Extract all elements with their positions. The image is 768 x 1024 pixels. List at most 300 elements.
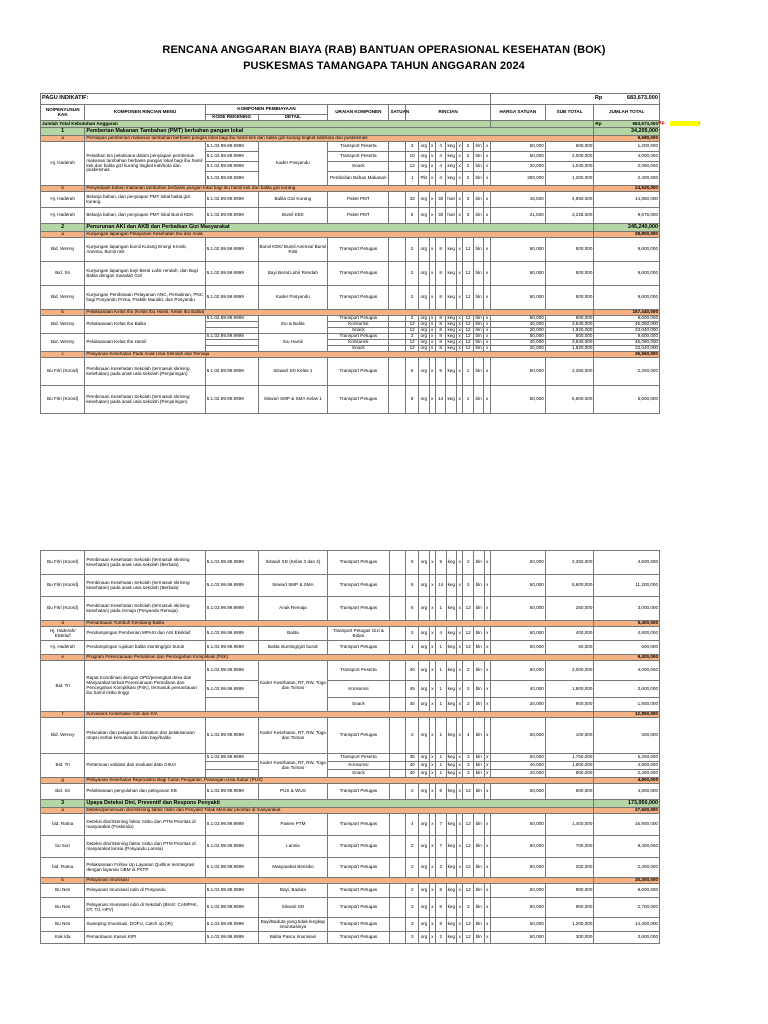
- penyusun-kak: Bid. Wenny: [41, 316, 85, 334]
- rincian-times: x: [456, 340, 462, 346]
- jumlah-total: 2,250,000: [594, 358, 660, 386]
- sub-total: 5,600,000: [545, 575, 594, 597]
- rincian-times: x: [456, 162, 462, 172]
- rincian-menu: Kunjungan Pembinaan Pelayanan ANC, Persalinan, PNC bagi Posyandu Prima, Praktik Mandiri, dan Posyandu: [85, 286, 205, 310]
- rincian-times: x: [457, 641, 463, 655]
- rincian-unit-1: org: [419, 784, 430, 800]
- pagu-rp: Rp: [594, 95, 603, 102]
- rincian-times: x: [484, 784, 490, 800]
- harga-satuan: 16,500: [490, 192, 545, 208]
- subsection-title: Pelayanan Kesehatan Pada Anak Usia Sekolah dan Remaja: [85, 352, 594, 358]
- jumlah-total: 9,600,000: [594, 238, 660, 262]
- jumlah-total: 3,000,000: [594, 597, 660, 621]
- rincian-qty-1: 1: [406, 172, 419, 186]
- rincian-times: x: [484, 346, 491, 352]
- sub-total: 2,000,000: [545, 661, 594, 681]
- rincian-unit-2: keg: [446, 358, 457, 386]
- rincian-menu: Pembinaan Kesehatan Sekolah (termasuk skrining kesehatan) pada anak usia sekolah (Berkala): [85, 551, 205, 575]
- sub-total: 250,000: [545, 597, 594, 621]
- pagu-row: [41, 94, 660, 105]
- rincian-qty-2: 8: [435, 328, 446, 334]
- rincian-unit-3: bln: [474, 627, 485, 641]
- col-header-komponen: KOMPONEN RINCIAN MENU: [85, 105, 205, 121]
- kode-rekening: 5.1.02.99.99.9999: [205, 661, 258, 681]
- rincian-times: x: [484, 316, 491, 322]
- rincian-qty-3: 12: [463, 262, 474, 286]
- rincian-unit-1: org: [419, 770, 430, 778]
- jumlah-total: 9,600,000: [594, 884, 660, 898]
- jumlah-total: 46,080,000: [594, 322, 660, 328]
- rincian-times: x: [484, 208, 491, 224]
- detail-komponen: Balita Pasca Imunisasi: [258, 932, 328, 944]
- detail-komponen: PUS & WUS: [258, 784, 328, 800]
- rincian-times: x: [484, 162, 491, 172]
- rincian-times: x: [484, 698, 490, 712]
- rincian-times: x: [429, 884, 435, 898]
- rincian-qty-1: 2: [406, 262, 419, 286]
- uraian-komponen: Transport Petugas: [328, 784, 389, 800]
- rincian-unit-2: keg: [446, 142, 457, 152]
- rincian-unit-3: bln: [474, 718, 485, 754]
- subsection-title: Deteksi/penemuan dini/skrining faktor risiko dan Penyakit Tidak Menular prioritas di masyarakat: [85, 808, 594, 814]
- subsection-title: Penyediaan bahan makanan tambahan berbasis pangan lokal bagi ibu hamil kek dan balita gizi kurang: [85, 186, 594, 192]
- rincian-unit-3: bln: [474, 814, 485, 836]
- detail-komponen: Bayi Berat Lahir Rendah: [258, 262, 328, 286]
- table-row: [41, 661, 660, 681]
- rincian-qty-3: 3: [463, 754, 474, 762]
- sub-total: 800,000: [545, 286, 594, 310]
- satuan: [389, 718, 406, 754]
- rincian-qty-3: 12: [463, 858, 474, 878]
- rincian-times: x: [429, 328, 435, 334]
- pagu-label: PAGU INDIKATIF:: [41, 94, 491, 105]
- harga-satuan: 50,000: [490, 918, 545, 932]
- rincian-qty-3: 12: [463, 328, 474, 334]
- subsection-total: 9,400,000: [594, 655, 660, 661]
- detail-komponen: Siswa/I SD Kelas 1: [258, 358, 328, 386]
- rincian-qty-2: 1: [436, 718, 447, 754]
- satuan: [389, 142, 406, 152]
- sub-total: 1,750,000: [545, 754, 594, 762]
- rincian-times: x: [429, 162, 435, 172]
- jumlah-total: 4,000,000: [594, 661, 660, 681]
- penyusun-kak: Kak Ida: [41, 932, 85, 944]
- kode-rekening: 5.1.02.99.99.9999: [205, 754, 258, 762]
- subsection-title: Pelayanan Kesehatan Reproduksi Bagi Calon Pengantin, Pasangan Usia Subur (PUS): [85, 778, 594, 784]
- rincian-qty-3: 3: [463, 770, 474, 778]
- harga-satuan: 40,000: [490, 340, 545, 346]
- rincian-unit-1: org: [420, 333, 428, 339]
- rincian-qty-2: 8: [435, 286, 446, 310]
- detail-komponen: Ibu Hamil: [258, 334, 328, 352]
- rincian-unit-2: keg: [446, 238, 457, 262]
- rincian-unit-3: bln: [474, 551, 485, 575]
- rincian-qty-2: 1: [436, 762, 447, 770]
- rincian-unit-1: org: [419, 698, 430, 712]
- rincian-times: x: [456, 286, 462, 310]
- rincian-times: x: [484, 661, 490, 681]
- section-title: Upaya Deteksi Dini, Preventif dan Respons Penyakit: [85, 800, 594, 808]
- rincian-times: x: [429, 322, 435, 328]
- subsection-total: 28,800,000: [594, 232, 660, 238]
- rincian-times: x: [429, 661, 435, 681]
- rincian-unit-2: hari: [446, 192, 457, 208]
- rincian-qty-1: 2: [406, 858, 419, 878]
- rincian-times: x: [484, 192, 491, 208]
- rincian-unit-3: bln: [473, 238, 484, 262]
- rincian-unit-2: keg: [447, 315, 455, 321]
- uraian-komponen: Transport Petugas: [328, 884, 389, 898]
- rincian-times: x: [429, 262, 435, 286]
- table-row: [41, 784, 660, 800]
- rincian-unit-2: keg: [446, 932, 457, 944]
- harga-satuan: 20,000: [490, 698, 545, 712]
- subsection-total: 9,680,000: [594, 136, 660, 142]
- subsection-letter: d: [41, 621, 85, 627]
- satuan: [389, 286, 406, 310]
- rincian-qty-1: 2: [406, 718, 419, 754]
- detail-komponen: Ibu & Balita: [258, 316, 328, 334]
- uraian-komponen: Transport Petugas Gizi & Bidan: [328, 627, 389, 641]
- uraian-komponen: Transport Petugas: [328, 334, 389, 340]
- rincian-qty-2: 8: [435, 238, 446, 262]
- rincian-times: x: [429, 172, 435, 186]
- rincian-qty-3: 12: [463, 316, 474, 322]
- satuan: [389, 884, 406, 898]
- col-header-jumlah: JUMLAH TOTAL: [594, 105, 660, 121]
- uraian-komponen: Transport Peserta: [328, 152, 389, 162]
- rincian-unit-3: bln: [473, 316, 484, 322]
- sub-total: 4,950,000: [545, 192, 594, 208]
- rincian-times: x: [429, 718, 435, 754]
- detail-komponen: Pasien PTM: [258, 814, 328, 836]
- budget-table-lower: [40, 550, 660, 944]
- harga-satuan: 50,000: [490, 836, 545, 858]
- rincian-unit-3: bln: [474, 762, 485, 770]
- rincian-times: x: [457, 718, 463, 754]
- rincian-times: x: [456, 142, 462, 152]
- jumlah-total: 400,000: [594, 718, 660, 754]
- section-total: 173,950,000: [594, 800, 660, 808]
- sub-total: 2,250,000: [545, 358, 594, 386]
- kode-rekening: 5.1.02.99.99.9999: [205, 898, 258, 918]
- rincian-times: x: [429, 918, 435, 932]
- sub-total: 1,400,000: [545, 814, 594, 836]
- jumlah-total: 4,800,000: [594, 784, 660, 800]
- detail-komponen: Siswa/I SD: [258, 898, 328, 918]
- rincian-qty-3: 12: [463, 346, 474, 352]
- document-title: RENCANA ANGGARAN BIAYA (RAB) BANTUAN OPERASIONAL KESEHATAN (BOK): [162, 44, 606, 56]
- rincian-unit-3: bln: [473, 152, 484, 162]
- rincian-times: x: [484, 898, 490, 918]
- table-row: [41, 238, 660, 262]
- jumlah-total: 2,400,000: [594, 858, 660, 878]
- rincian-unit-3: bln: [473, 386, 484, 414]
- subsection-title: Kunjungan lapangan Pelayanan Kesehatan Ibu dan Anak: [85, 232, 594, 238]
- rincian-qty-1: 13: [406, 162, 419, 172]
- sub-total: 800,000: [545, 316, 594, 322]
- rincian-times: x: [457, 575, 463, 597]
- rincian-unit-2: keg: [446, 836, 457, 858]
- rincian-qty-1: 33: [406, 192, 419, 208]
- table-row: [41, 627, 660, 641]
- rincian-qty-1: 40: [406, 661, 419, 681]
- rincian-unit-1: org: [419, 836, 430, 858]
- uraian-komponen: Transport Petugas: [328, 836, 389, 858]
- kode-rekening: 5.1.02.99.99.9999: [205, 551, 258, 575]
- rincian-qty-1: 5: [406, 208, 419, 224]
- table-row: [41, 754, 660, 762]
- sub-total: 1,600,000: [545, 762, 594, 770]
- rincian-qty-3: 1: [463, 358, 474, 386]
- kode-rekening: 5.1.02.99.99.9999: [205, 597, 258, 621]
- rincian-unit-3: bln: [474, 836, 485, 858]
- kode-rekening: 5.1.02.99.99.9999: [205, 152, 258, 162]
- rincian-unit-3: bln: [473, 328, 484, 334]
- rincian-times: x: [456, 322, 462, 328]
- rincian-unit-2: keg: [446, 698, 457, 712]
- rincian-menu: Belanja bahan, dan penyiapan PMT lokal Bumil KEK: [85, 208, 205, 224]
- satuan: [389, 754, 406, 762]
- rincian-times: x: [484, 358, 491, 386]
- uraian-komponen: Transport Petugas: [328, 858, 389, 878]
- detail-komponen: Siswa/I SMP & SMA: [258, 575, 328, 597]
- rincian-times: x: [484, 641, 490, 655]
- rincian-times: x: [429, 286, 435, 310]
- uraian-komponen: Transport Peserta: [328, 142, 389, 152]
- penyusun-kak: Bid. Wenny: [41, 286, 85, 310]
- rincian-menu: Pembinaan Kesehatan Sekolah (termasuk skrining kesehatan) pada anak usia sekolah (Penjaringan): [85, 386, 205, 414]
- satuan: [389, 575, 406, 597]
- sub-total: 800,000: [545, 238, 594, 262]
- rincian-times: x: [457, 784, 463, 800]
- satuan: [389, 152, 406, 162]
- rincian-times: x: [429, 346, 435, 352]
- kode-rekening: 5.1.02.99.99.9999: [205, 286, 258, 310]
- sub-total: 1,920,000: [545, 346, 594, 352]
- rincian-times: x: [456, 328, 462, 334]
- jumlah-total: 9,600,000: [594, 334, 660, 340]
- rincian-times: x: [457, 932, 463, 944]
- subsection-letter: f: [41, 712, 85, 718]
- rincian-qty-2: 1: [436, 661, 447, 681]
- rincian-qty-3: 12: [463, 340, 474, 346]
- rincian-qty-2: 9: [436, 551, 447, 575]
- rincian-times: x: [429, 597, 435, 621]
- rincian-qty-1: 5: [406, 358, 419, 386]
- rincian-unit-3: bln: [473, 286, 484, 310]
- col-header-harga: HARGA SATUAN: [490, 105, 545, 121]
- satuan: [389, 627, 406, 641]
- kode-rekening: 5.1.02.99.99.9999: [205, 918, 258, 932]
- penyusun-kak: Hj. Haderah: [41, 641, 85, 655]
- rincian-times: x: [484, 286, 491, 310]
- rincian-times: x: [484, 770, 490, 778]
- penyusun-kak: Hj. Haderah: [41, 192, 85, 208]
- jumlah-total: 9,600,000: [594, 262, 660, 286]
- rincian-qty-1: 3: [406, 932, 419, 944]
- sub-total: 200,000: [545, 858, 594, 878]
- penyusun-kak: Bid. Sri: [41, 262, 85, 286]
- rincian-times: x: [484, 754, 490, 762]
- jumlah-total: 3,600,000: [594, 932, 660, 944]
- rincian-qty-2: 4: [435, 152, 446, 162]
- rincian-unit-3: bln: [474, 770, 485, 778]
- rincian-unit-2: keg: [446, 784, 457, 800]
- subsection-title: Pelaksanaan Kelas Ibu (Kelas Ibu Hamil, Kelas Ibu Balita): [85, 310, 594, 316]
- col-header-uraian: URAIAN KOMPONEN: [328, 105, 389, 121]
- uraian-komponen: Transport Petugas: [328, 286, 389, 310]
- penyusun-kak: bid. Ratna: [41, 858, 85, 878]
- rincian-unit-1: org: [419, 551, 430, 575]
- table-row: [41, 932, 660, 944]
- rincian-times: x: [429, 698, 435, 712]
- jumlah-total: 1,200,000: [594, 142, 660, 152]
- rincian-qty-3: 1: [463, 386, 474, 414]
- rincian-qty-3: 12: [463, 334, 474, 340]
- rincian-unit-2: keg: [447, 339, 455, 345]
- table-row: [41, 884, 660, 898]
- rincian-times: x: [429, 770, 435, 778]
- section-total: 34,205,000: [594, 128, 660, 136]
- detail-komponen: Kader Kesehatan, RT, RW, Toga dan Tomas: [258, 718, 328, 754]
- jumlah-total: 600,000: [594, 641, 660, 655]
- detail-komponen: Anak Remaja: [258, 597, 328, 621]
- rincian-times: x: [429, 932, 435, 944]
- rincian-unit-2: keg: [446, 162, 457, 172]
- satuan: [389, 698, 406, 712]
- penyusun-kak: Bu Nes: [41, 884, 85, 898]
- satuan: [389, 858, 406, 878]
- jumlah-total: 4,000,000: [594, 152, 660, 162]
- satuan: [389, 898, 406, 918]
- rincian-qty-3: 12: [463, 814, 474, 836]
- uraian-komponen: Transport Petugas: [328, 262, 389, 286]
- rincian-qty-3: 12: [463, 918, 474, 932]
- rincian-qty-2: 8: [435, 316, 446, 322]
- rincian-qty-1: 12: [406, 340, 419, 346]
- satuan: [389, 208, 406, 224]
- sub-total: 1,200,000: [545, 918, 594, 932]
- rincian-menu: Deteksi dini/Skrining faktor risiko dan PTM Prioritas di masyarakat lansia (Posyandu Lansia): [85, 836, 205, 858]
- subsection-letter: g: [41, 778, 85, 784]
- rincian-unit-3: bln: [474, 918, 485, 932]
- jumlah-total: 2,080,000: [594, 162, 660, 172]
- col-header-satuan: SATUAN: [389, 105, 406, 121]
- rincian-times: x: [429, 836, 435, 858]
- section-number: 1: [41, 128, 85, 136]
- jumlah-total: 23,040,000: [594, 346, 660, 352]
- rincian-times: x: [457, 597, 463, 621]
- rincian-times: x: [456, 262, 462, 286]
- jumlah-total: 5,600,000: [594, 386, 660, 414]
- rincian-qty-3: 12: [463, 597, 474, 621]
- harga-satuan: 50,000: [490, 152, 545, 162]
- rincian-qty-3: 4: [463, 718, 474, 754]
- detail-komponen: Balita Gizi Kurang: [258, 192, 328, 208]
- rincian-qty-3: 12: [463, 784, 474, 800]
- rincian-qty-1: 2: [406, 238, 419, 262]
- rincian-qty-2: 7: [436, 814, 447, 836]
- rincian-times: x: [484, 340, 491, 346]
- rincian-qty-1: 2: [406, 334, 419, 340]
- kode-rekening: 5.1.02.99.99.9999: [205, 262, 258, 286]
- uraian-komponen: Snack: [328, 770, 389, 778]
- pagu-value: 683,673,000: [626, 95, 658, 102]
- section-title: Penurunan AKI dan AKB dan Perbaikan Gizi Masyarakat: [85, 224, 594, 232]
- harga-satuan: 40,000: [490, 681, 545, 698]
- rincian-menu: Kunjungan lapangan bumil Kurang Energi Kronik, Anemia, Bumil risti: [85, 238, 205, 262]
- sub-total: 900,000: [545, 898, 594, 918]
- rincian-menu: Pemantauan Kasus KIPI: [85, 932, 205, 944]
- rincian-unit-1: org: [419, 918, 430, 932]
- sub-total: 50,000: [545, 641, 594, 655]
- table-row: [41, 575, 660, 597]
- rincian-qty-3: 2: [463, 172, 474, 186]
- rincian-times: x: [429, 814, 435, 836]
- rincian-menu: Pelacakan dan pelaporan kematian dan pelaksanaan otopsi verbal kematian ibu dan bayi/balita: [85, 718, 205, 754]
- harga-satuan: 50,000: [490, 814, 545, 836]
- rincian-unit-1: org: [418, 152, 429, 162]
- kode-rekening: 5.1.02.99.99.9999: [205, 162, 258, 172]
- uraian-komponen: Konsumsi: [328, 762, 389, 770]
- rincian-qty-2: 14: [436, 575, 447, 597]
- harga-satuan: 50,000: [490, 142, 545, 152]
- rincian-unit-3: bln: [474, 932, 485, 944]
- rincian-qty-1: 45: [406, 698, 419, 712]
- kode-rekening: 5.1.02.99.99.9999: [205, 641, 258, 655]
- satuan: [389, 162, 406, 172]
- rincian-unit-1: org: [419, 627, 430, 641]
- section-number: 3: [41, 800, 85, 808]
- jumlah-total: 4,800,000: [594, 627, 660, 641]
- harga-satuan: 50,000: [490, 884, 545, 898]
- rincian-times: x: [484, 328, 491, 334]
- rincian-qty-2: 4: [435, 172, 446, 186]
- table-row: [41, 262, 660, 286]
- rincian-menu: Pelayanan Imunisasi rutin di Posyandu: [85, 884, 205, 898]
- rincian-qty-1: 3: [406, 918, 419, 932]
- rincian-menu: Pendampingan rujukan balita stunting/gizi buruk: [85, 641, 205, 655]
- table-row: [41, 358, 660, 386]
- rincian-unit-3: bln: [474, 698, 485, 712]
- rincian-times: x: [484, 551, 490, 575]
- table-row: [41, 858, 660, 878]
- harga-satuan: 50,000: [490, 316, 545, 322]
- uraian-komponen: Transport Petugas: [328, 718, 389, 754]
- jumlah-total: 11,200,000: [594, 575, 660, 597]
- rincian-qty-2: 2: [436, 858, 447, 878]
- rincian-menu: Pelayanan Imunisasi rutin di Sekolah (BIAS: CAMPAK, DT, Td, HPV): [85, 898, 205, 918]
- rincian-menu: Pembinaan Kesehatan Sekolah (termasuk skrining kesehatan) pada anak usia sekolah (Berkala): [85, 575, 205, 597]
- detail-komponen: Lansia: [258, 836, 328, 858]
- col-header-no: NO/PENYUSUN KAK: [41, 105, 85, 121]
- rincian-unit-2: keg: [446, 641, 457, 655]
- rincian-times: x: [484, 152, 491, 162]
- rincian-unit-3: bln: [474, 884, 485, 898]
- jumlah-total: 9,600,000: [594, 286, 660, 310]
- jumlah-total: 8,400,000: [594, 836, 660, 858]
- rincian-unit-2: keg: [446, 681, 457, 698]
- detail-komponen: Masyarakat Berisiko: [258, 858, 328, 878]
- kode-rekening: 5.1.02.99.99.9999: [205, 192, 258, 208]
- rincian-unit-1: org: [418, 238, 429, 262]
- uraian-komponen: Konsumsi: [328, 322, 389, 328]
- rincian-times: x: [457, 814, 463, 836]
- kode-rekening: 5.1.02.99.99.9999: [205, 627, 258, 641]
- table-row: [41, 918, 660, 932]
- rincian-qty-1: 2: [406, 884, 419, 898]
